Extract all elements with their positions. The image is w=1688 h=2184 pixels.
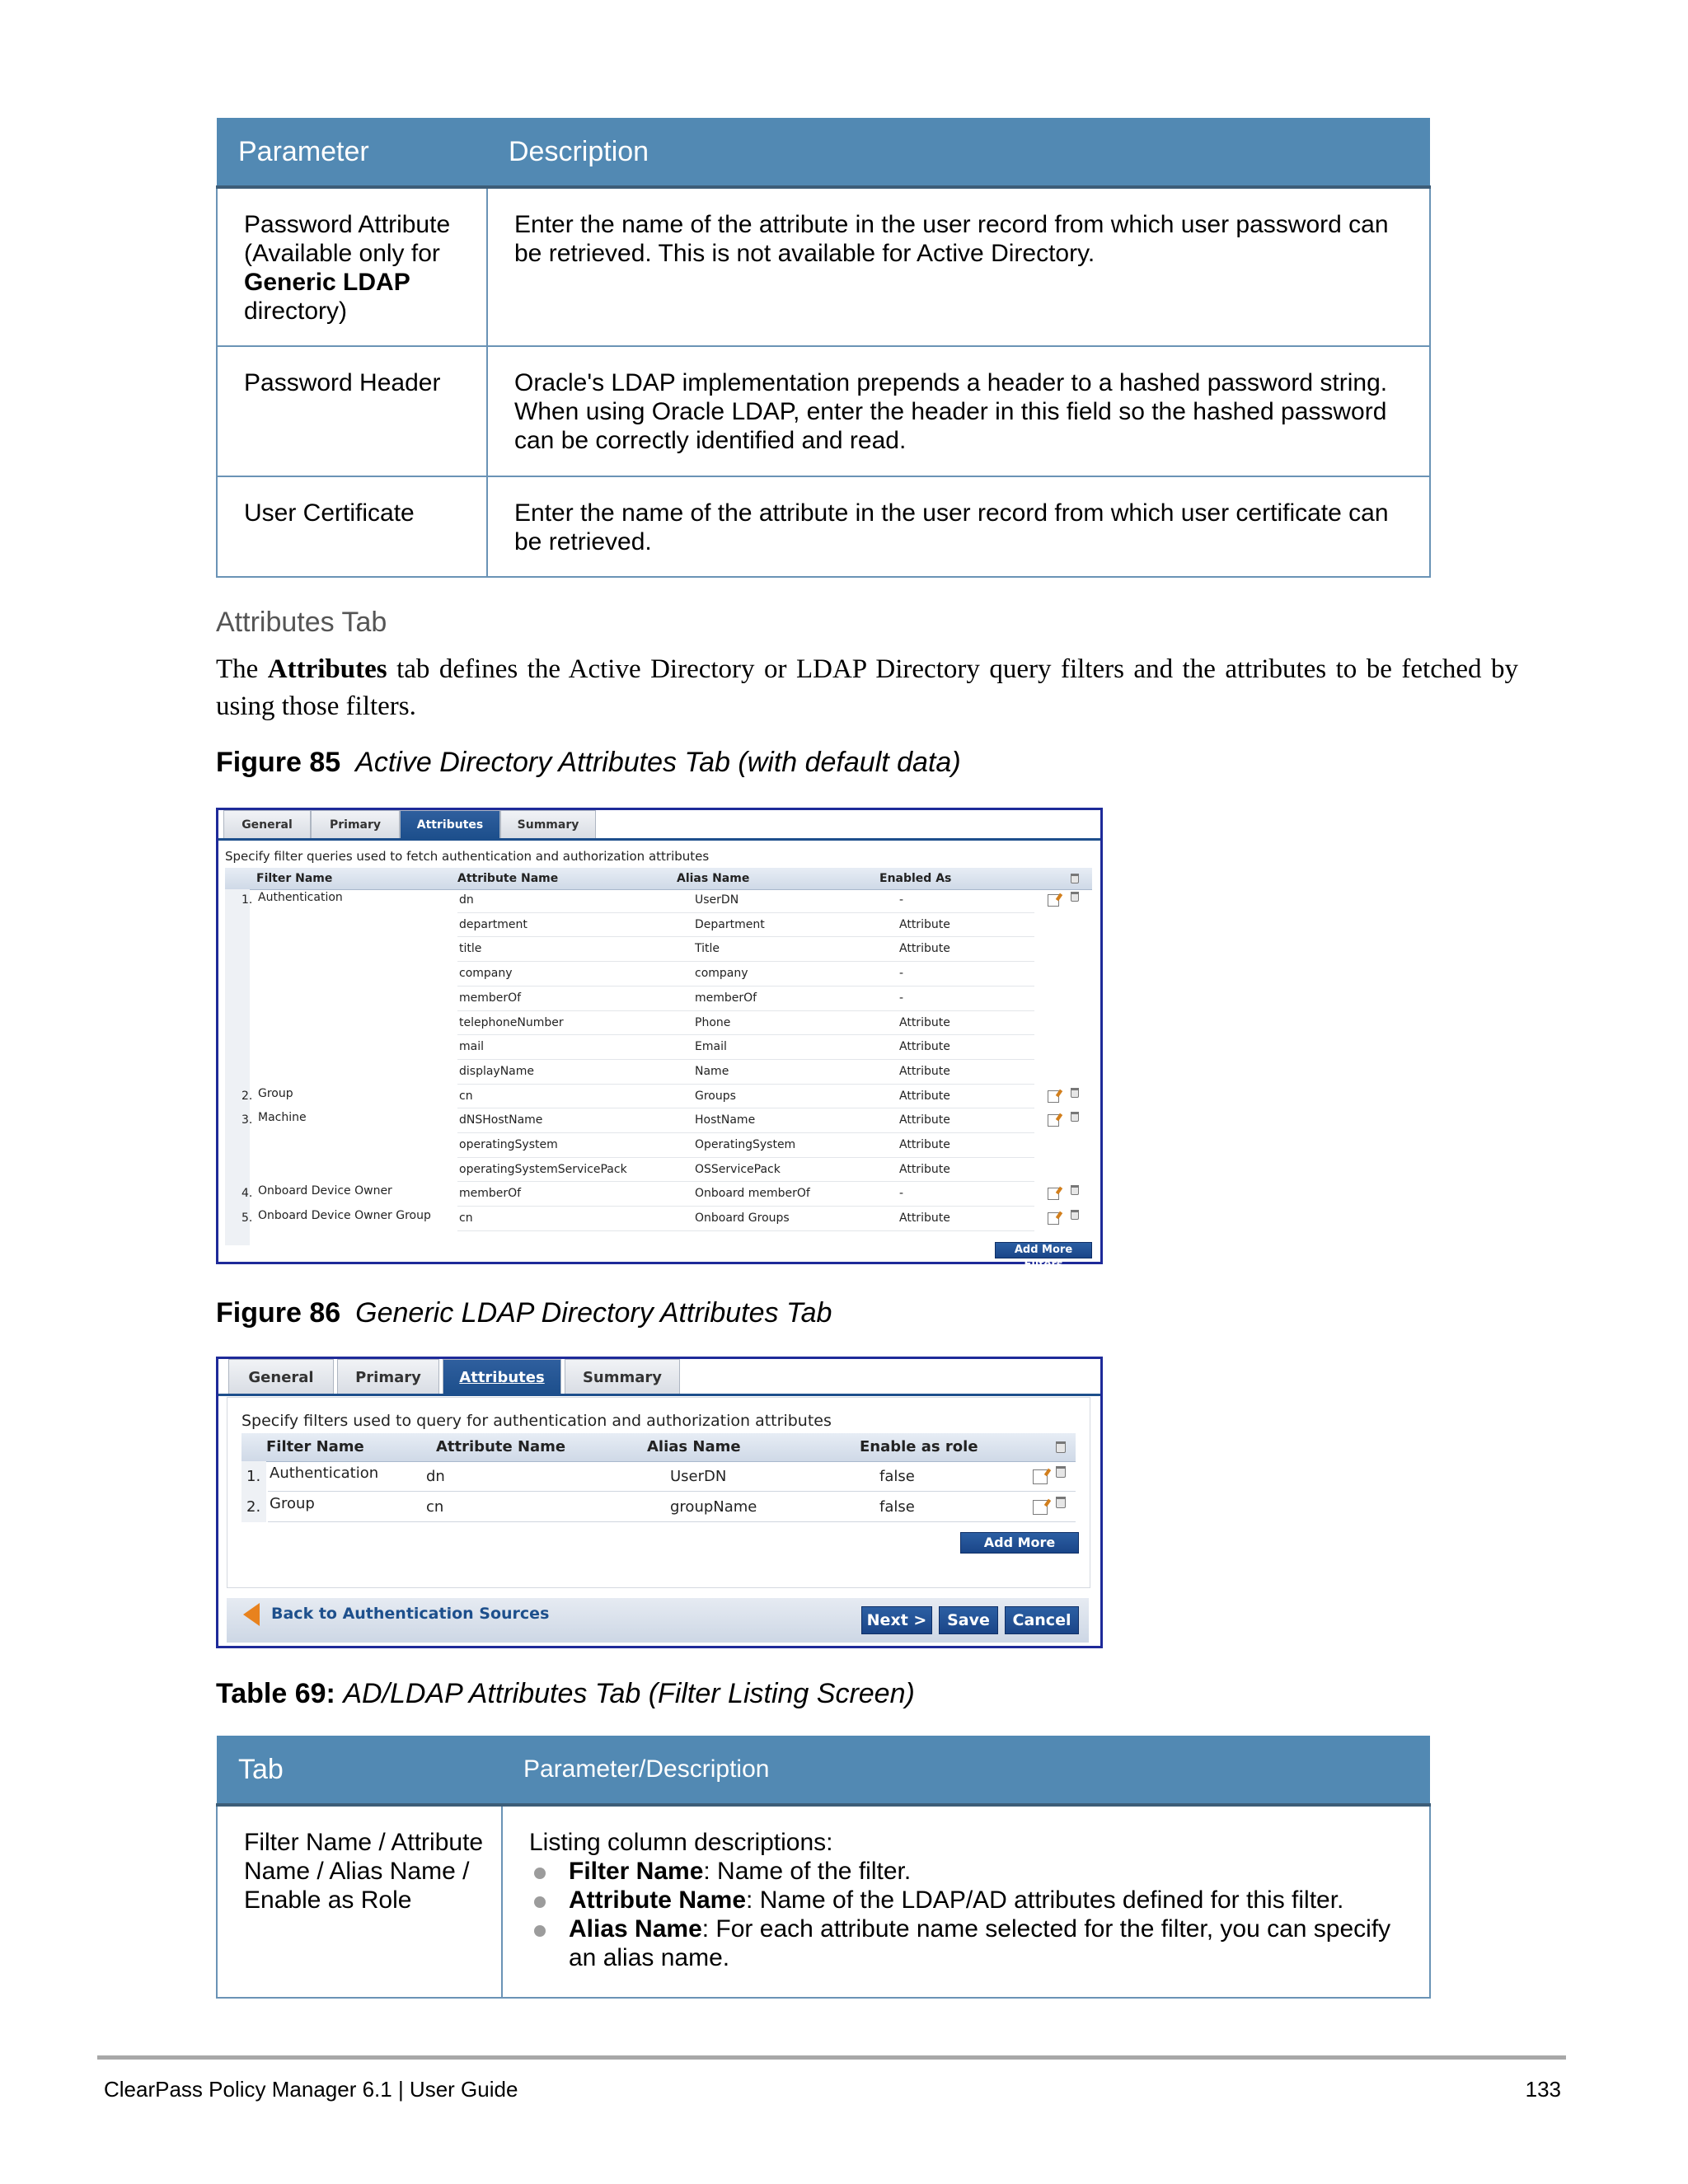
- alias-name-cell: memberOf: [695, 991, 757, 1005]
- figure-86-caption: [216, 1297, 832, 1329]
- instruction-text: Specify filter queries used to fetch authentication and authorization attributes: [225, 849, 710, 864]
- col-alias-name: Alias Name: [647, 1438, 741, 1455]
- col-enabled-as: Enabled As: [879, 872, 952, 885]
- figure-85-caption: [216, 747, 961, 779]
- edit-icon[interactable]: [1033, 1500, 1048, 1515]
- attribute-name-cell: company: [459, 967, 513, 981]
- row-index: 1.: [241, 893, 253, 907]
- attribute-name-cell: dn: [459, 893, 474, 907]
- row-divider: [457, 912, 1034, 913]
- section-body: [216, 651, 1518, 725]
- alias-name-cell: OSServicePack: [695, 1162, 781, 1176]
- attribute-name-cell: dn: [426, 1468, 445, 1485]
- enabled-as-cell: Attribute: [899, 1064, 950, 1078]
- attribute-name-cell: title: [459, 942, 482, 956]
- row-divider: [457, 1059, 1034, 1060]
- table-number: Table 69:: [216, 1678, 335, 1709]
- figure-number: Figure 86: [216, 1297, 341, 1329]
- edit-icon[interactable]: [1048, 1114, 1059, 1127]
- row-divider: [457, 1181, 1034, 1182]
- table-row: [217, 346, 1430, 476]
- ldap-attributes-screenshot: [216, 1357, 1103, 1648]
- attribute-name-cell: operatingSystem: [459, 1138, 558, 1151]
- col-attribute-name: Attribute Name: [457, 872, 559, 885]
- tab-bar: [218, 810, 1100, 841]
- edit-icon[interactable]: [1048, 894, 1059, 907]
- bullet-text: : Name of the filter.: [703, 1858, 912, 1885]
- list-item: [529, 1915, 1413, 1972]
- edit-icon[interactable]: [1048, 1090, 1059, 1103]
- param-bold-text: Generic LDAP: [244, 269, 410, 296]
- alias-name-cell: company: [695, 967, 748, 981]
- edit-icon[interactable]: [1048, 1212, 1059, 1225]
- back-to-auth-sources-link[interactable]: Back to Authentication Sources: [271, 1605, 550, 1623]
- row-divider: [457, 986, 1034, 987]
- row-divider: [457, 1230, 1034, 1231]
- bullet-term: Attribute Name: [569, 1886, 747, 1914]
- list-item: [529, 1857, 1413, 1886]
- enabled-as-cell: Attribute: [899, 942, 950, 956]
- filter-name-cell: Authentication: [270, 1465, 379, 1482]
- grid-header: [225, 868, 1092, 890]
- row-divider: [457, 1206, 1034, 1207]
- edit-icon[interactable]: [1048, 1188, 1059, 1200]
- edit-icon[interactable]: [1033, 1469, 1048, 1484]
- body-text-pre: The: [216, 654, 268, 684]
- cancel-button[interactable]: Cancel: [1005, 1606, 1079, 1634]
- bullet-text: : For each attribute name selected for the filter, you can specify an alias name.: [569, 1915, 1391, 1971]
- trash-icon[interactable]: [1071, 1210, 1079, 1220]
- figure-title: Generic LDAP Directory Attributes Tab: [355, 1297, 832, 1329]
- desc-cell: Enter the name of the attribute in the user record from which user password can be retrieved. This is not available for Active Directory.: [487, 187, 1430, 346]
- alias-name-cell: Department: [695, 917, 765, 931]
- enable-as-role-cell: false: [879, 1498, 915, 1516]
- filter-name-cell: Group: [258, 1086, 293, 1100]
- desc-cell: Enter the name of the attribute in the user record from which user certificate can be retrieved.: [487, 476, 1430, 577]
- table-row: [217, 1805, 1430, 1998]
- col-filter-name: Filter Name: [266, 1438, 364, 1455]
- tab-attributes[interactable]: Attributes: [443, 1359, 561, 1394]
- alias-name-cell: Onboard Groups: [695, 1212, 790, 1226]
- bullet-text: : Name of the LDAP/AD attributes defined for this filter.: [746, 1886, 1344, 1914]
- attribute-name-cell: telephoneNumber: [459, 1015, 564, 1029]
- col-filter-name: Filter Name: [256, 872, 333, 885]
- row-index: 2.: [241, 1089, 253, 1103]
- parameter-table: [216, 118, 1431, 578]
- attribute-name-cell: memberOf: [459, 1187, 522, 1201]
- trash-icon[interactable]: [1071, 1185, 1079, 1195]
- trash-icon[interactable]: [1056, 1466, 1066, 1478]
- row-index: 4.: [241, 1187, 253, 1201]
- filter-listing-table: [216, 1736, 1431, 1999]
- param-text-post: directory): [244, 298, 348, 325]
- tab-attributes[interactable]: Attributes: [400, 810, 500, 838]
- footer-guide-title: ClearPass Policy Manager 6.1 | User Guide: [104, 2077, 518, 2102]
- row-index: 1.: [246, 1468, 261, 1485]
- trash-icon[interactable]: [1071, 1088, 1079, 1098]
- attribute-name-cell: dNSHostName: [459, 1113, 543, 1127]
- alias-name-cell: Email: [695, 1040, 727, 1054]
- enabled-as-cell: Attribute: [899, 1138, 950, 1151]
- enabled-as-cell: Attribute: [899, 1162, 950, 1176]
- table-row: [217, 187, 1430, 346]
- enabled-as-cell: Attribute: [899, 1089, 950, 1103]
- col-attribute-name: Attribute Name: [436, 1438, 566, 1455]
- attribute-name-cell: operatingSystemServicePack: [459, 1162, 627, 1176]
- filter-name-cell: Onboard Device Owner Group: [258, 1209, 431, 1223]
- alias-name-cell: OperatingSystem: [695, 1138, 796, 1151]
- tab-primary[interactable]: Primary: [337, 1359, 439, 1394]
- attribute-name-cell: cn: [426, 1498, 444, 1516]
- col-enable-as-role: Enable as role: [860, 1438, 978, 1455]
- row-divider: [457, 1010, 1034, 1011]
- attribute-name-cell: department: [459, 917, 528, 931]
- param-desc-cell: [502, 1805, 1430, 1998]
- row-index: 2.: [246, 1498, 261, 1516]
- param-cell: User Certificate: [217, 476, 487, 577]
- alias-name-cell: Onboard memberOf: [695, 1187, 810, 1201]
- row-index: 5.: [241, 1212, 253, 1226]
- ad-attributes-screenshot: [216, 808, 1103, 1271]
- row-index: 3.: [241, 1113, 253, 1127]
- body-text-post: tab defines the Active Directory or LDAP Directory query filters and the attributes to be fetched by using those filters.: [216, 654, 1519, 721]
- alias-name-cell: Phone: [695, 1015, 731, 1029]
- add-more-filters-button[interactable]: Add More Filters: [995, 1242, 1092, 1258]
- trash-icon[interactable]: [1071, 874, 1079, 883]
- trash-icon[interactable]: [1056, 1497, 1066, 1508]
- column-header-description: Description: [487, 118, 1430, 187]
- bullet-list: [529, 1857, 1413, 1972]
- alias-name-cell: HostName: [695, 1113, 756, 1127]
- tab-summary[interactable]: Summary: [565, 1359, 680, 1394]
- enable-as-role-cell: false: [879, 1468, 915, 1485]
- alias-name-cell: UserDN: [695, 893, 739, 907]
- bullet-term: Alias Name: [569, 1915, 702, 1943]
- enabled-as-cell: -: [899, 991, 904, 1005]
- body-text-bold: Attributes: [267, 654, 387, 684]
- instruction-text: Specify filters used to query for authentication and authorization attributes: [241, 1412, 832, 1430]
- row-divider: [457, 1132, 1034, 1133]
- param-text: Password Attribute (Available only for: [244, 211, 451, 267]
- table-title: AD/LDAP Attributes Tab (Filter Listing Screen): [343, 1678, 915, 1709]
- row-divider: [268, 1521, 1076, 1522]
- footer-rule: [97, 2055, 1566, 2060]
- trash-icon[interactable]: [1071, 892, 1079, 902]
- enabled-as-cell: Attribute: [899, 1040, 950, 1054]
- column-header-parameter: Parameter: [217, 118, 487, 187]
- section-heading: Attributes Tab: [216, 607, 387, 638]
- alias-name-cell: groupName: [670, 1498, 757, 1516]
- filter-name-cell: Machine: [258, 1111, 307, 1125]
- trash-icon[interactable]: [1056, 1441, 1066, 1453]
- row-divider: [457, 1034, 1034, 1035]
- tab-summary[interactable]: Summary: [500, 810, 596, 838]
- row-divider: [457, 1084, 1034, 1085]
- table-row: [217, 476, 1430, 577]
- alias-name-cell: UserDN: [670, 1468, 727, 1485]
- column-header-param-desc: Parameter/Description: [502, 1736, 1430, 1805]
- desc-cell: Oracle's LDAP implementation prepends a header to a hashed password string. When using Oracle LDAP, enter the header in this field so the hashed password can be correctly identified and read.: [487, 346, 1430, 476]
- list-item: [529, 1886, 1413, 1915]
- row-divider: [457, 1157, 1034, 1158]
- tab-primary[interactable]: Primary: [311, 810, 400, 838]
- row-divider: [457, 961, 1034, 962]
- figure-title: Active Directory Attributes Tab (with default data): [355, 747, 961, 778]
- alias-name-cell: Groups: [695, 1089, 736, 1103]
- attribute-name-cell: memberOf: [459, 991, 522, 1005]
- attribute-name-cell: cn: [459, 1212, 473, 1226]
- add-more-filters-button[interactable]: Add More Filters: [960, 1532, 1079, 1554]
- alias-name-cell: Name: [695, 1064, 729, 1078]
- filter-name-cell: Onboard Device Owner: [258, 1184, 392, 1198]
- tab-bar: [218, 1359, 1100, 1396]
- col-alias-name: Alias Name: [677, 872, 750, 885]
- enabled-as-cell: Attribute: [899, 917, 950, 931]
- enabled-as-cell: -: [899, 893, 904, 907]
- param-cell: Password Header: [217, 346, 487, 476]
- page-number: 133: [1525, 2077, 1561, 2102]
- listing-intro: Listing column descriptions:: [529, 1829, 833, 1856]
- enabled-as-cell: Attribute: [899, 1212, 950, 1226]
- param-cell: [217, 187, 487, 346]
- trash-icon[interactable]: [1071, 1112, 1079, 1122]
- row-divider: [457, 936, 1034, 937]
- enabled-as-cell: Attribute: [899, 1113, 950, 1127]
- figure-number: Figure 85: [216, 747, 341, 778]
- bullet-term: Filter Name: [569, 1858, 704, 1885]
- enabled-as-cell: Attribute: [899, 1015, 950, 1029]
- alias-name-cell: Title: [695, 942, 720, 956]
- grid-header: [241, 1433, 1076, 1462]
- attribute-name-cell: displayName: [459, 1064, 535, 1078]
- attribute-name-cell: cn: [459, 1089, 473, 1103]
- back-arrow-icon[interactable]: [243, 1603, 260, 1626]
- table-69-caption: [216, 1678, 915, 1710]
- tab-cell: Filter Name / Attribute Name / Alias Name / Enable as Role: [217, 1805, 502, 1998]
- next-button[interactable]: Next >: [861, 1606, 932, 1634]
- filter-name-cell: Authentication: [258, 891, 343, 904]
- save-button[interactable]: Save: [939, 1606, 998, 1634]
- tab-general[interactable]: General: [223, 810, 311, 838]
- filter-name-cell: Group: [270, 1495, 315, 1512]
- tab-general[interactable]: General: [228, 1359, 334, 1394]
- attribute-name-cell: mail: [459, 1040, 484, 1054]
- enabled-as-cell: -: [899, 1187, 904, 1201]
- column-header-tab: Tab: [217, 1736, 502, 1805]
- row-divider: [268, 1491, 1076, 1492]
- enabled-as-cell: -: [899, 967, 904, 981]
